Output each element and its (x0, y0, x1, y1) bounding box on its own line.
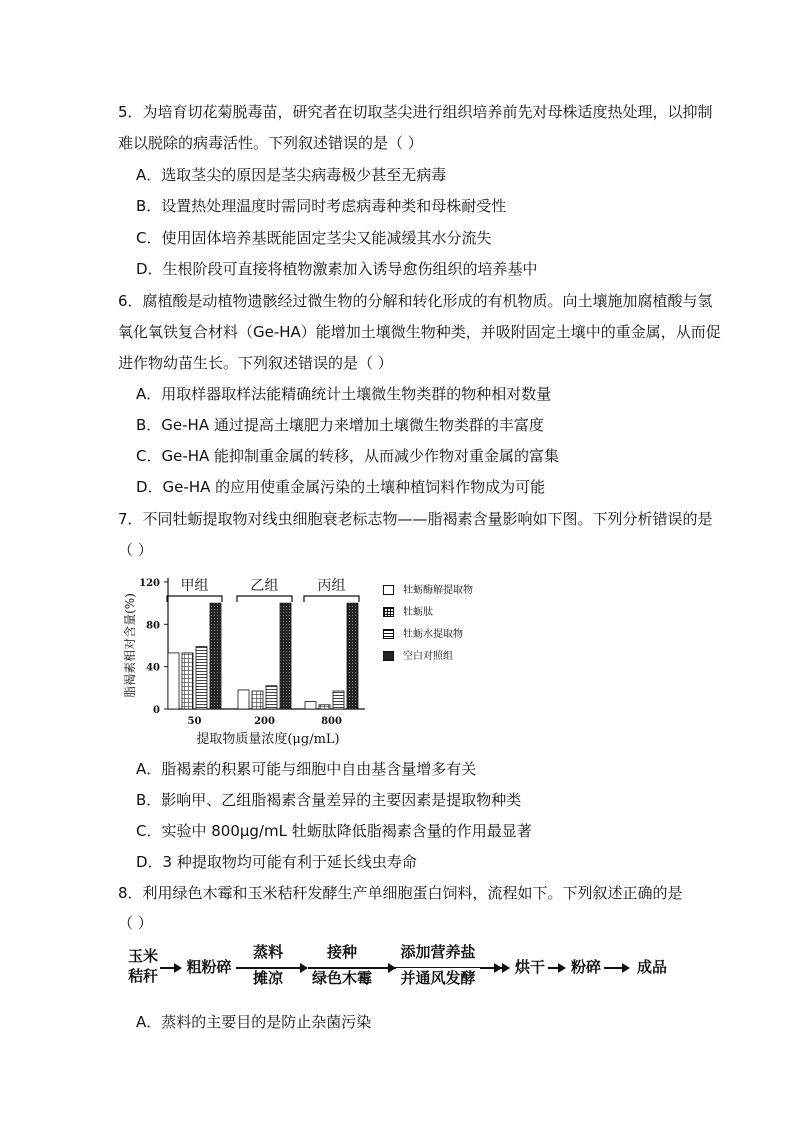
flow-node-grind (568, 957, 604, 977)
q7-option-b[interactable]: B．影响甲、乙组脂褐素含量差异的主要因素是提取物种类 (136, 791, 522, 809)
flow-node-dry (512, 957, 548, 977)
flow-node-product-label: 成品 (636, 958, 667, 976)
bar-800-series-0 (305, 702, 316, 709)
q7-option-c[interactable]: C．实验中 800μg/mL 牡蛎肽降低脂褐素含量的作用最显著 (136, 822, 532, 840)
legend-label-enzymatic: 牡蛎酶解提取物 (403, 585, 473, 596)
bar-200-series-1 (252, 691, 263, 709)
bar-50-series-2 (196, 647, 207, 709)
q8-stem-line2: （ ） (118, 914, 153, 932)
q8-stem-line1: 8．利用绿色木霉和玉米秸秆发酵生产单细胞蛋白饲料，流程如下。下列叙述正确的是 (118, 884, 683, 902)
q6-option-d[interactable]: D．Ge-HA 的应用使重金属污染的土壤种植饲料作物成为可能 (136, 478, 546, 496)
flow-node-ferment (396, 943, 480, 988)
flow-node-corn-stalk-bottom: 秸秆 (127, 967, 158, 985)
legend-swatch-blank (383, 585, 394, 595)
flow-node-coarse-crush-label: 粗粉碎 (186, 958, 232, 976)
flow-node-inoculate-top: 接种 (326, 943, 357, 961)
q7-stem-line2: （ ） (118, 541, 153, 559)
group-bracket-1 (237, 596, 292, 602)
q6-stem-line3: 进作物幼苗生长。下列叙述错误的是（ ） (118, 354, 393, 372)
flow-node-dry-label: 烘干 (514, 958, 545, 976)
bar-50-series-1 (182, 653, 193, 709)
legend-item-peptide (383, 606, 533, 628)
flow-arrow-7 (604, 967, 628, 969)
flow-node-grind-label: 粉碎 (570, 958, 601, 976)
legend-label-peptide: 牡蛎肽 (403, 607, 433, 618)
chart-legend (383, 584, 533, 672)
legend-label-control: 空白对照组 (403, 651, 453, 662)
y-tick-label-40: 40 (146, 662, 160, 674)
y-tick-label-120: 120 (139, 578, 160, 589)
x-tick-label-800: 800 (321, 716, 342, 727)
flow-node-steam-cool-top: 蒸料 (252, 943, 283, 961)
bar-50-series-0 (168, 653, 179, 709)
q5-option-d[interactable]: D．生根阶段可直接将植物激素加入诱导愈伤组织的培养基中 (136, 260, 538, 278)
q5-stem-line2: 难以脱除的病毒活性。下列叙述错误的是（ ） (118, 134, 423, 152)
q6-stem-line2: 氧化氧铁复合材料（Ge-HA）能增加土壤微生物种类，并吸附固定土壤中的重金属，从而促 (118, 323, 721, 341)
chart-text (122, 578, 346, 747)
bar-800-series-3 (347, 603, 358, 709)
y-axis-title: 脂褐素相对含量(%) (123, 593, 137, 698)
flow-node-corn-stalk-top: 玉米 (127, 947, 158, 965)
group-label-2: 丙组 (317, 578, 346, 594)
legend-item-enzymatic (383, 584, 533, 606)
q5-option-c[interactable]: C．使用固体培养基既能固定茎尖又能减缓其水分流失 (136, 229, 492, 247)
q6-option-a[interactable]: A．用取样器取样法能精确统计土壤微生物类群的物种相对数量 (136, 385, 552, 403)
group-label-0: 甲组 (180, 578, 209, 594)
flow-node-product (634, 957, 670, 977)
legend-item-control (383, 650, 533, 672)
q7-stem-line1: 7．不同牡蛎提取物对线虫细胞衰老标志物——脂褐素含量影响如下图。下列分析错误的是 (118, 510, 713, 528)
flow-node-steam-cool (246, 943, 290, 988)
q8-option-a[interactable]: A．蒸料的主要目的是防止杂菌污染 (136, 1013, 372, 1031)
chart-bars (168, 603, 358, 709)
flow-node-corn-stalk (126, 946, 160, 986)
chart-axes (164, 578, 365, 709)
bar-50-series-3 (210, 603, 221, 709)
group-label-1: 乙组 (250, 578, 279, 594)
flow-arrow-6 (548, 967, 564, 969)
q5-option-b[interactable]: B．设置热处理温度时需同时考虑病毒种类和母株耐受性 (136, 197, 507, 215)
flow-arrow-5 (484, 967, 508, 969)
group-bracket-0 (167, 596, 222, 602)
q5-stem-line1: 5．为培育切花菊脱毒苗，研究者在切取茎尖进行组织培养前先对母株适度热处理，以抑制 (118, 103, 713, 121)
flow-node-inoculate (306, 943, 378, 988)
x-axis-title: 提取物质量浓度(μg/mL) (196, 732, 340, 747)
bar-800-series-1 (319, 705, 330, 709)
flow-arrow-1 (160, 967, 180, 969)
flow-node-coarse-crush (184, 957, 234, 977)
bar-200-series-3 (280, 603, 291, 709)
legend-label-water: 牡蛎水提取物 (403, 629, 463, 640)
legend-swatch-hlines (383, 629, 394, 639)
q6-option-c[interactable]: C．Ge-HA 能抑制重金属的转移，从而减少作物对重金属的富集 (136, 447, 560, 465)
flow-node-ferment-bottom: 并通风发酵 (396, 968, 480, 988)
q5-option-a[interactable]: A．选取茎尖的原因是茎尖病毒极少甚至无病毒 (136, 166, 447, 184)
flow-node-inoculate-bottom: 绿色木霉 (311, 969, 372, 987)
bar-200-series-2 (266, 686, 277, 709)
process-flow-diagram (0, 943, 794, 992)
y-tick-label-0: 0 (153, 705, 160, 716)
flow-node-ferment-top: 添加营养盐 (396, 942, 480, 962)
flow-node-steam-cool-bottom: 摊凉 (252, 969, 283, 987)
legend-swatch-dots (383, 651, 394, 661)
q7-option-a[interactable]: A．脂褐素的积累可能与细胞中自由基含量增多有关 (136, 760, 477, 778)
group-bracket-2 (304, 596, 359, 602)
bar-800-series-2 (333, 691, 344, 709)
y-tick-label-80: 80 (146, 620, 160, 632)
q6-option-b[interactable]: B．Ge-HA 通过提高土壤肥力来增加土壤微生物类群的丰富度 (136, 416, 544, 434)
bar-200-series-0 (238, 690, 249, 709)
legend-item-water (383, 628, 533, 650)
x-tick-label-200: 200 (254, 716, 275, 727)
legend-swatch-grid (383, 607, 394, 617)
q6-stem-line1: 6．腐植酸是动植物遗骸经过微生物的分解和转化形成的有机物质。向土壤施加腐植酸与氢 (118, 292, 713, 310)
x-tick-label-50: 50 (187, 716, 202, 727)
q7-option-d[interactable]: D．3 种提取物均可能有利于延长线虫寿命 (136, 853, 417, 871)
